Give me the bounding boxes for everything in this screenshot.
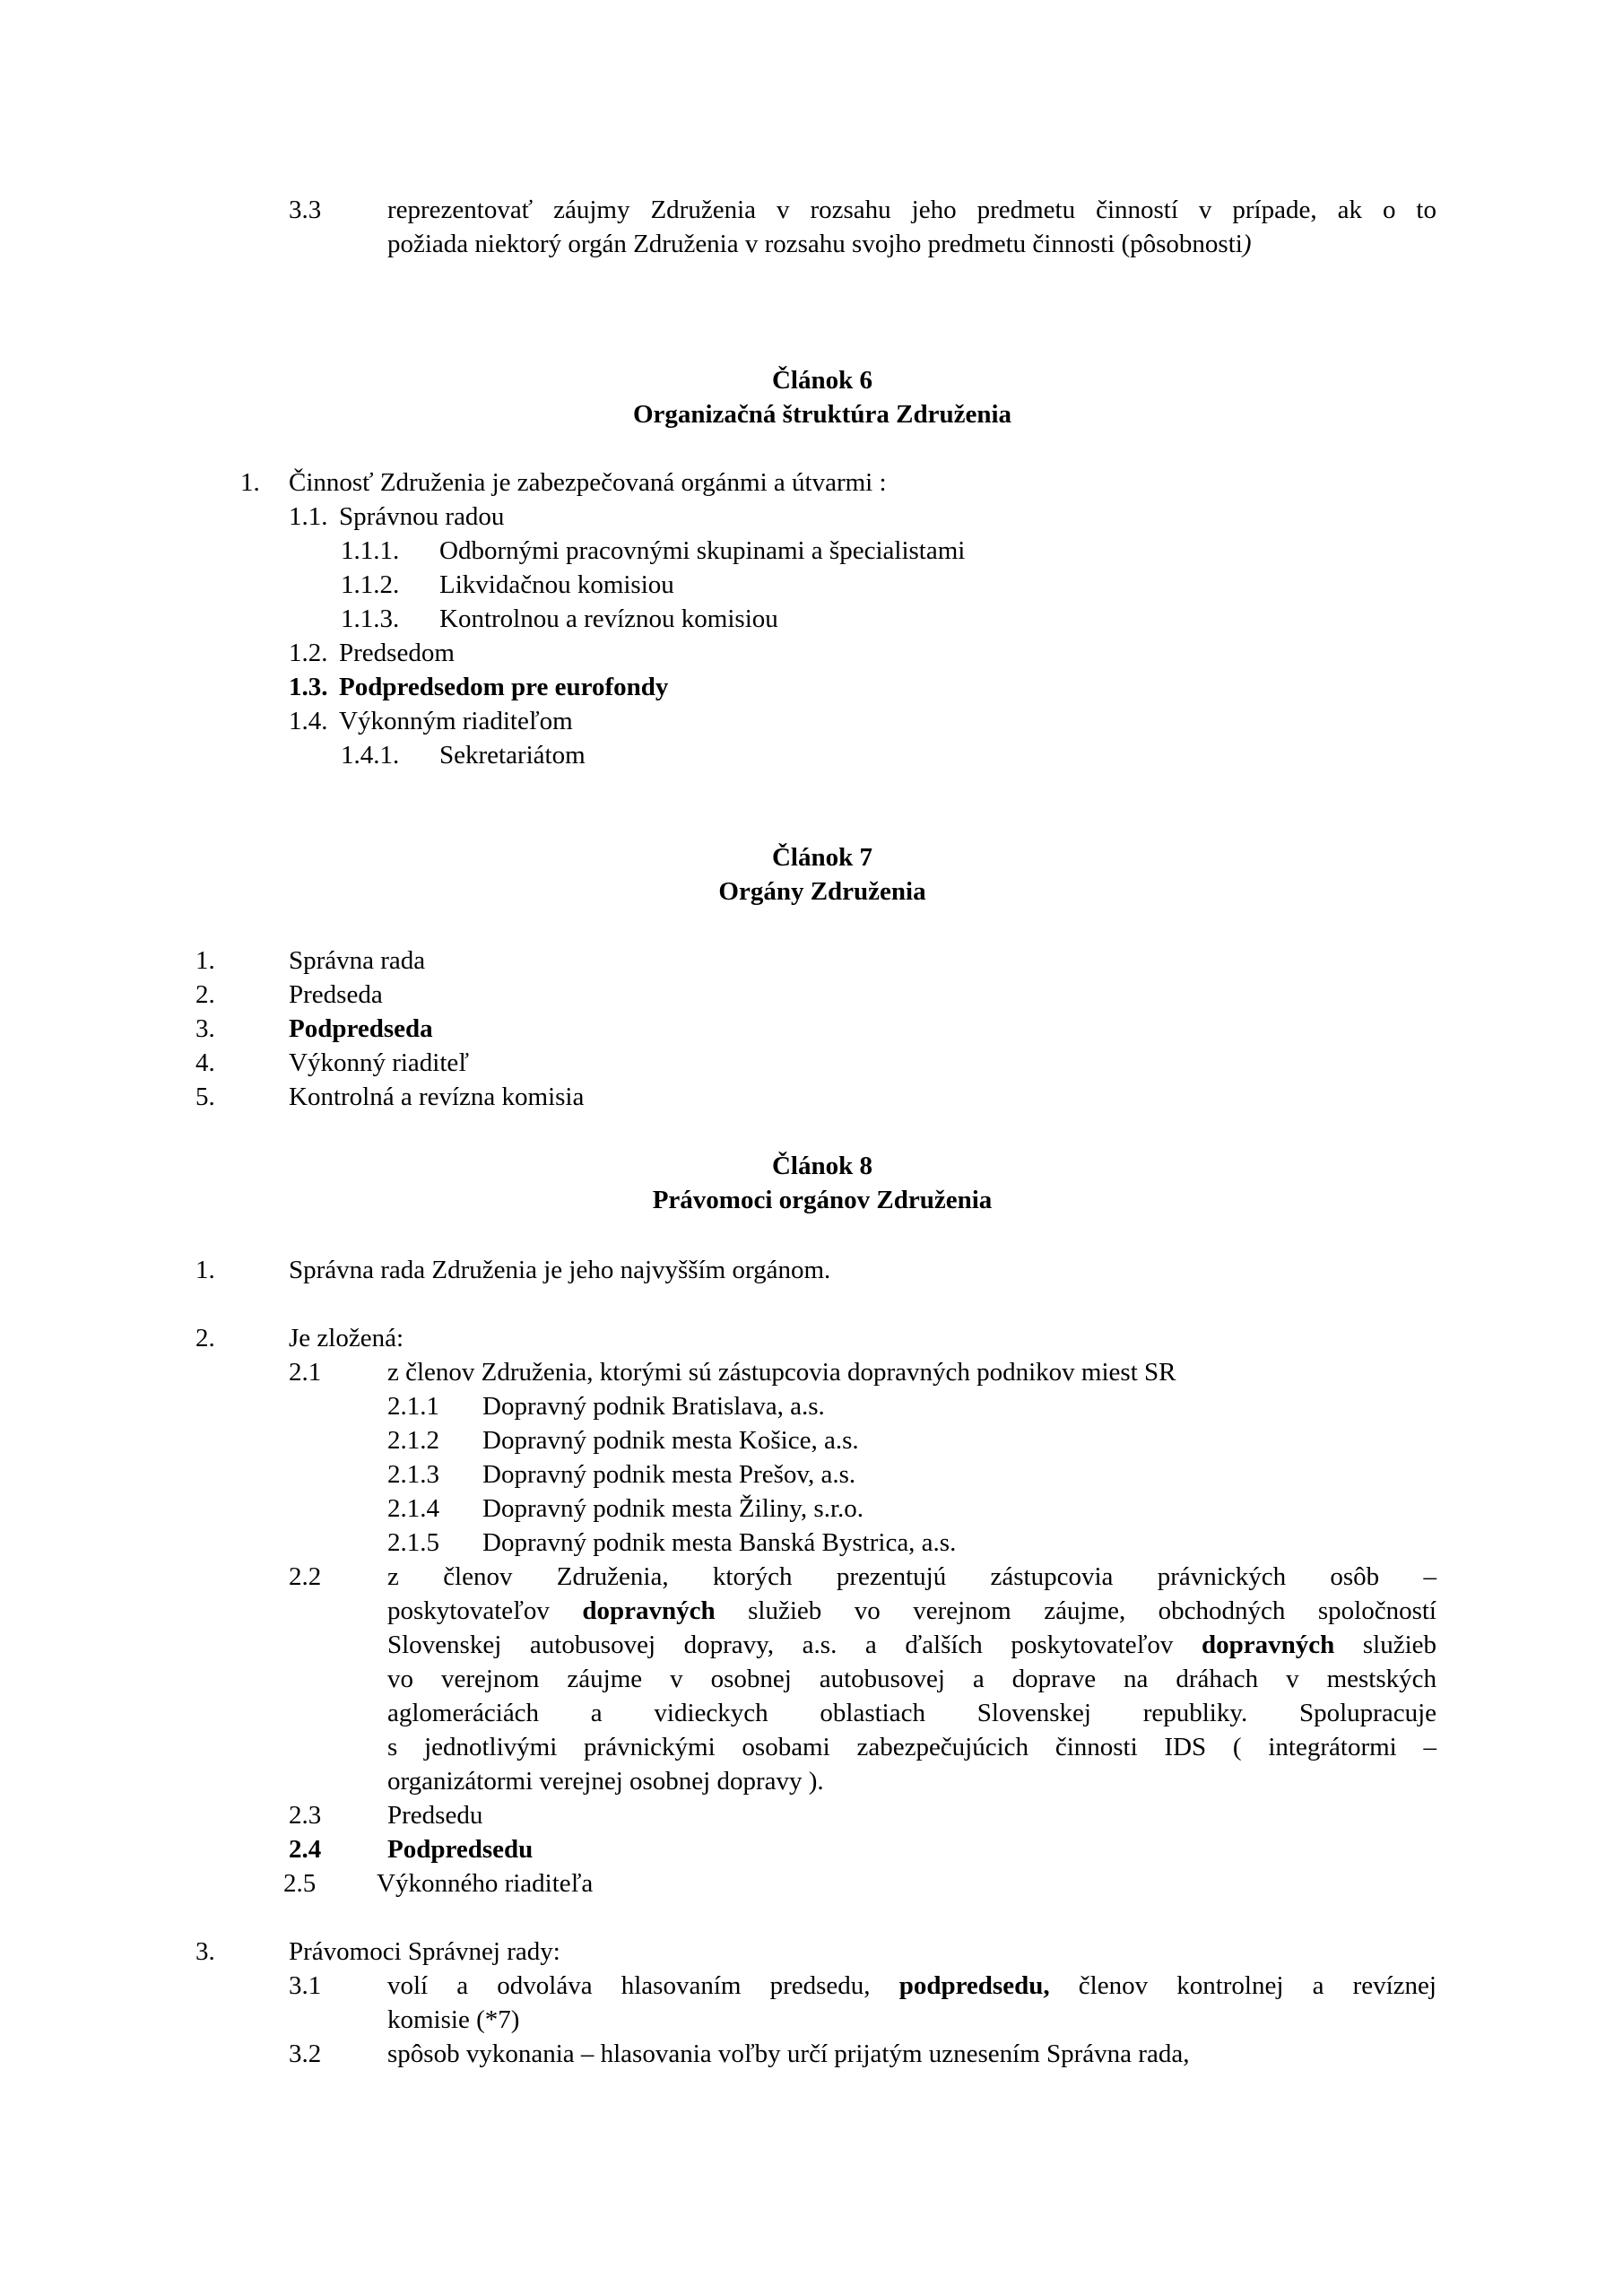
item-number: 3.3 [289,196,322,224]
item-text-line: reprezentovať záujmy Združenia v rozsahu jeho predmetu činností v prípade, ak o to [387,196,1436,224]
item-text-line [387,227,1252,261]
item-number: 1.3. [289,673,328,701]
paragraph-line [387,1628,1436,1662]
item-text: Predseda [289,980,383,1009]
item-text: Podpredsedu [387,1835,534,1864]
item-text: Likvidačnou komisiou [439,570,674,599]
item-number: 4. [195,1048,215,1077]
text-run: poskytovateľov [387,1596,583,1625]
item-number: 3. [195,1937,215,1966]
item-text: požiada niektorý orgán Združenia v rozsahu svojho predmetu činnosti (pôsobnosti [387,230,1243,258]
item-text: Dopravný podnik mesta Banská Bystrica, a.s. [482,1528,957,1557]
paragraph-line: s jednotlivými právnickými osobami zabezpečujúcich činnosti IDS ( integrátormi – [387,1733,1436,1761]
bold-run: dopravných [582,1596,716,1625]
article-subtitle: Organizačná štruktúra Združenia [632,400,1012,429]
item-text: Správnou radou [339,502,505,531]
item-number: 1. [240,468,260,497]
item-text: Sekretariátom [439,741,586,770]
item-number: 1.4.1. [341,741,400,770]
item-number: 1.1. [289,502,328,531]
item-number: 2.4 [289,1835,322,1864]
text-run: Slovenskej autobusovej dopravy, a.s. a ďalších poskytovateľov [387,1631,1202,1659]
item-number: 3.2 [289,2039,322,2068]
paragraph-line [387,1969,1436,2003]
item-text: Predsedom [339,639,455,667]
article-subtitle: Právomoci orgánov Združenia [652,1186,993,1214]
article-title: Článok 6 [771,366,872,395]
item-text: Správna rada [289,946,426,975]
text-run: členov kontrolnej a revíznej [1049,1971,1436,2000]
item-text: Kontrolná a revízna komisia [289,1083,585,1111]
paragraph-line: z členov Združenia, ktorých prezentujú zástupcovia právnických osôb – [387,1562,1436,1591]
item-number: 1. [195,946,215,975]
item-number: 2.1.4 [387,1494,439,1523]
item-number: 2.1.5 [387,1528,439,1557]
item-text-end: ) [1242,230,1252,258]
item-text: Predsedu [387,1801,483,1830]
item-text: Podpredseda [289,1014,433,1043]
item-text: Výkonný riaditeľ [289,1048,470,1077]
item-text: Podpredsedom pre eurofondy [339,673,669,701]
item-text: Kontrolnou a revíznou komisiou [439,604,778,633]
item-number: 1.1.2. [341,570,400,599]
text-run: volí a odvoláva hlasovaním predsedu, [387,1971,899,2000]
item-number: 2.1.2 [387,1426,439,1455]
item-text: Výkonného riaditeľa [377,1869,594,1898]
item-number: 1.1.1. [341,536,400,565]
paragraph-line: aglomeráciách a vidieckych oblastiach Slovenskej republiky. Spolupracuje [387,1699,1436,1727]
item-text: spôsob vykonania – hlasovania voľby určí prijatým uznesením Správna rada, [387,2039,1190,2068]
item-text: Výkonným riaditeľom [339,707,573,735]
item-number: 1.4. [289,707,328,735]
item-number: 2.1.1 [387,1392,439,1421]
article-title: Článok 8 [771,1152,872,1180]
text-run: služieb [1334,1631,1436,1659]
paragraph-line: vo verejnom záujme v osobnej autobusovej a doprave na dráhach v mestských [387,1665,1436,1693]
article-title: Článok 7 [771,843,872,872]
item-text: Právomoci Správnej rady: [289,1937,560,1966]
item-text: Dopravný podnik Bratislava, a.s. [482,1392,825,1421]
item-text: Dopravný podnik mesta Košice, a.s. [482,1426,859,1455]
bold-run: podpredsedu, [898,1971,1050,2000]
item-text: z členov Združenia, ktorými sú zástupcovia dopravných podnikov miest SR [387,1358,1176,1387]
paragraph-line [387,1594,1436,1628]
item-text: Činnosť Združenia je zabezpečovaná orgánmi a útvarmi : [289,468,887,497]
paragraph-line: organizátormi verejnej osobnej dopravy ). [387,1767,824,1796]
item-number: 3.1 [289,1971,322,2000]
item-number: 2. [195,980,215,1009]
item-text: Správna rada Združenia je jeho najvyšším orgánom. [289,1256,831,1284]
item-number: 1.2. [289,639,328,667]
item-number: 1. [195,1256,215,1284]
article-subtitle: Orgány Združenia [718,877,926,906]
item-number: 2.5 [283,1869,317,1898]
item-text: Odbornými pracovnými skupinami a špecialistami [439,536,966,565]
bold-run: dopravných [1201,1631,1335,1659]
paragraph-line: komisie (*7) [387,2005,520,2034]
item-text: Dopravný podnik mesta Žiliny, s.r.o. [482,1494,864,1523]
item-number: 2.3 [289,1801,322,1830]
item-number: 2.1 [289,1358,322,1387]
item-text: Dopravný podnik mesta Prešov, a.s. [482,1460,856,1489]
item-number: 5. [195,1083,215,1111]
item-number: 2. [195,1324,215,1352]
item-number: 1.1.3. [341,604,400,633]
item-number: 3. [195,1014,215,1043]
item-number: 2.2 [289,1562,322,1591]
text-run: služieb vo verejnom záujme, obchodných spoločností [715,1596,1436,1625]
item-text: Je zložená: [289,1324,404,1352]
item-number: 2.1.3 [387,1460,439,1489]
